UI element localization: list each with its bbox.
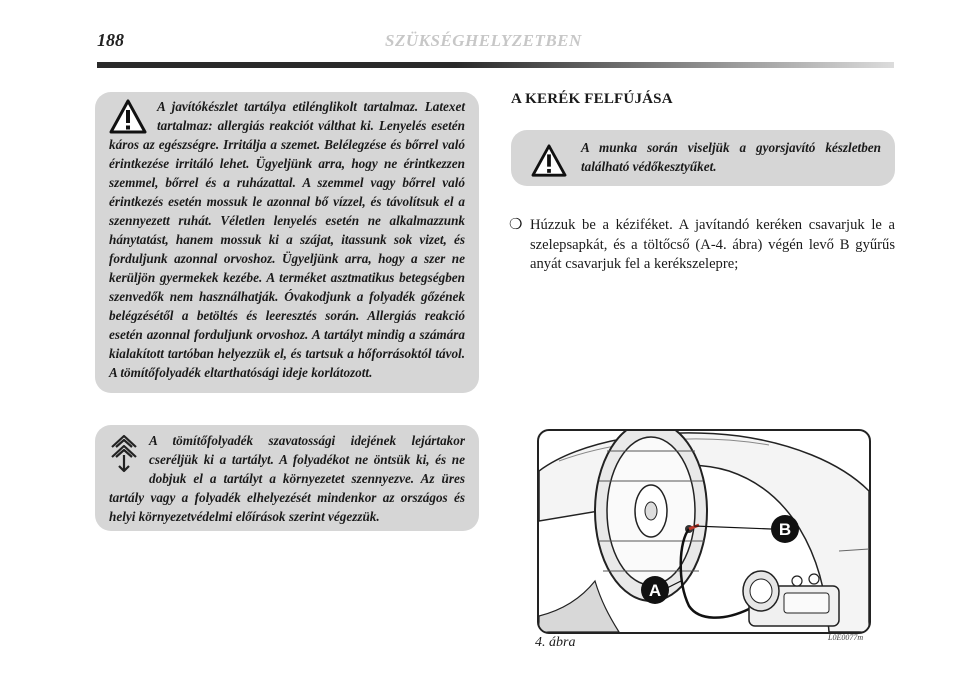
figure-caption: 4. ábra xyxy=(535,635,576,650)
step-text: Húzzuk be a kéziféket. A javítandó keréken csavarjuk le a szelepsapkát, és a töltőcső (A-4. ábra) végén levő B gyűrűs anyát csavarjuk fel a kerékszelepre; xyxy=(530,217,895,272)
label-a: A xyxy=(648,581,662,600)
warning-box-chemical xyxy=(95,92,479,393)
environment-note-box xyxy=(95,425,479,531)
section-title: A KERÉK FELFÚJÁSA xyxy=(511,91,673,107)
header-rule xyxy=(97,62,894,68)
page-number: 188 xyxy=(97,30,124,50)
running-head: SZÜKSÉGHELYZETBEN xyxy=(385,31,582,50)
environment-note-text: A tömítőfolyadék szavatossági idejének lejártakor cseréljük ki a tartályt. A folyadékot ne öntsük ki, és ne dobjuk el a tartályt a környezetet szennyezve. Az üres tartály vagy a folyadék elhelyezését mindenkor az országos és helyi környezetvédelmi előírások szerint végezzük. xyxy=(109,433,465,524)
warning-text-chemical: A javítókészlet tartálya etilénglikolt tartalmaz. Latexet tartalmaz: allergiás reakciót válthat ki. Lenyelés esetén káros az egészségre. Irritálja a szemet. Belélegzése és bőrrel való érintkezése irritáló lehet. Ügyeljünk arra, hogy ne érintkezzen szemmel, bőrrel és a ruházattal. A szemmel vagy bőrrel való érintkezés esetén mossuk le azonnal bő vízzel, és távolítsuk el a szennyezett ruhát. Véletlen lenyelés esetén ne alkalmazzunk hánytatást, hanem mossuk ki a szájat, itassunk sok vizet, és forduljunk azonnal orvoshoz. Ügyeljünk arra, hogy a szer ne kerüljön gyermekek kezébe. A terméket asztmatikus betegségben szenvedők nem használhatják. Óvakodjunk a folyadék gőzének belégzésétől a betöltés és leeresztés során. Allergiás reakció esetén azonnal forduljunk orvoshoz. A tartályt mindig a számára kialakított tartóban helyezzük el, és tartsuk a hőforrásoktól távol. A tömítőfolyadék eltarthatósági ideje korlátozott. xyxy=(109,99,465,380)
instruction-step xyxy=(509,216,895,275)
warning-triangle-icon xyxy=(531,144,567,178)
warning-triangle-icon xyxy=(109,99,147,135)
label-b: B xyxy=(778,520,792,539)
tire-inflation-illustration xyxy=(539,431,869,632)
warning-box-gloves xyxy=(511,130,895,186)
step-bullet: ❍ xyxy=(509,217,523,233)
recycle-arrows-icon xyxy=(109,433,139,473)
figure-code: L0E0077m xyxy=(828,633,864,642)
callout-b xyxy=(771,515,799,543)
warning-text-gloves: A munka során viseljük a gyorsjavító készletben található védőkesztyűket. xyxy=(581,140,881,174)
callout-a xyxy=(641,576,669,604)
figure-frame xyxy=(537,429,871,634)
